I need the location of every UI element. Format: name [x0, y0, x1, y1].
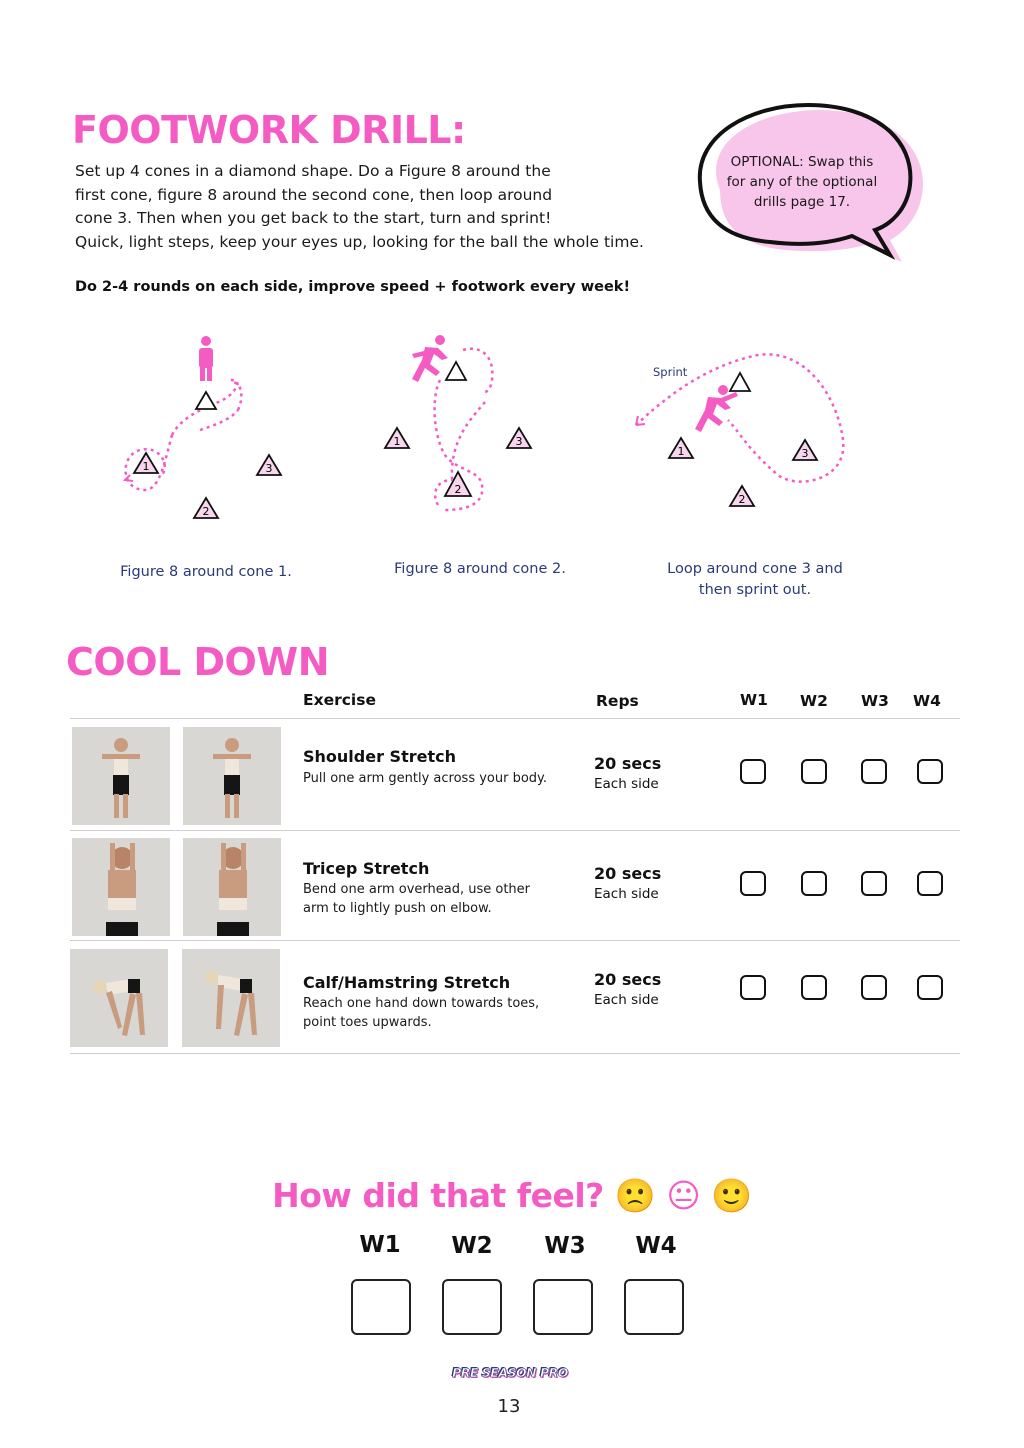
- footwork-title: FOOTWORK DRILL:: [72, 108, 466, 152]
- checkbox-w4[interactable]: [917, 759, 943, 784]
- table-divider: [70, 830, 960, 831]
- table-divider: [70, 940, 960, 941]
- header-reps: Reps: [596, 692, 639, 710]
- bubble-line: drills page 17.: [753, 194, 851, 210]
- intro-line: cone 3. Then when you get back to the start, turn and sprint!: [75, 209, 552, 227]
- checkbox-w1[interactable]: [740, 975, 766, 1000]
- exercise-photo: [183, 838, 281, 936]
- cone-label: 2: [454, 483, 462, 496]
- cone-label: 3: [265, 462, 273, 475]
- diagram-caption: [370, 559, 590, 580]
- exercise-name: Shoulder Stretch: [303, 747, 456, 766]
- checkbox-w3[interactable]: [861, 871, 887, 896]
- feel-box-w4[interactable]: [624, 1279, 684, 1335]
- cooldown-title: COOL DOWN: [66, 640, 330, 684]
- bubble-text: [712, 152, 892, 212]
- desc-line: point toes upwards.: [303, 1015, 432, 1030]
- checkbox-w1[interactable]: [740, 871, 766, 896]
- cone-icon: [446, 362, 466, 380]
- caption-line: Figure 8 around cone 2.: [394, 561, 566, 577]
- intro-line: first cone, figure 8 around the second cone, then loop around: [75, 185, 553, 204]
- header-week: W4: [913, 692, 941, 710]
- caption-line: Figure 8 around cone 1.: [120, 564, 292, 580]
- checkbox-w2[interactable]: [801, 975, 827, 1000]
- feel-week-label: W4: [635, 1233, 677, 1259]
- checkbox-w4[interactable]: [917, 871, 943, 896]
- bubble-line: OPTIONAL: Swap this: [730, 154, 874, 170]
- cone-label: 2: [738, 493, 746, 506]
- logo-text: PRE SEASON PRO: [452, 1365, 568, 1380]
- header-week: W3: [861, 692, 889, 710]
- diagram-caption: [645, 559, 865, 601]
- checkbox-w2[interactable]: [801, 759, 827, 784]
- reps-value: 20 secs: [594, 754, 662, 773]
- cone-label: 3: [515, 435, 523, 448]
- brand-logo: [450, 1362, 570, 1382]
- feel-box-w1[interactable]: [351, 1279, 411, 1335]
- checkbox-w4[interactable]: [917, 975, 943, 1000]
- feel-week-label: W3: [544, 1233, 586, 1259]
- cone-label: 1: [677, 445, 685, 458]
- intro-line: Set up 4 cones in a diamond shape. Do a Figure 8 around the: [75, 162, 551, 180]
- exercise-photo: [182, 949, 280, 1047]
- table-divider: [70, 718, 960, 719]
- exercise-photo: [72, 838, 170, 936]
- desc-line: Reach one hand down towards toes,: [303, 996, 540, 1011]
- exercise-desc: [303, 769, 547, 788]
- exercise-name: Calf/Hamstring Stretch: [303, 973, 511, 992]
- checkbox-w3[interactable]: [861, 975, 887, 1000]
- cone-label: 1: [142, 460, 150, 473]
- bubble-line: for any of the optional: [726, 174, 878, 190]
- desc-line: Bend one arm overhead, use other: [303, 882, 530, 897]
- desc-line: arm to lightly push on elbow.: [303, 901, 492, 916]
- exercise-photo: [70, 949, 168, 1047]
- diagram-loop-cone3: [628, 340, 868, 530]
- exercise-desc: [303, 994, 539, 1032]
- cone-icon: [730, 373, 750, 391]
- reps-value: 20 secs: [594, 864, 662, 883]
- reps-sub: Each side: [594, 776, 659, 792]
- caption-line: then sprint out.: [698, 582, 812, 598]
- diagram-figure8-cone1: [100, 325, 320, 535]
- reps-value: 20 secs: [594, 970, 662, 989]
- cone-label: 1: [393, 435, 401, 448]
- feel-title: How did that feel? 🙁 😐 🙂: [272, 1176, 752, 1215]
- cone-icon: [196, 392, 216, 409]
- feel-week-label: W1: [359, 1232, 401, 1258]
- diagram-caption: [96, 562, 316, 583]
- exercise-photo: [72, 727, 170, 825]
- checkbox-w3[interactable]: [861, 759, 887, 784]
- exercise-photo: [183, 727, 281, 825]
- checkbox-w1[interactable]: [740, 759, 766, 784]
- player-running-icon: [412, 335, 448, 382]
- checkbox-w2[interactable]: [801, 871, 827, 896]
- feel-week-label: W2: [451, 1233, 493, 1259]
- cone-label: 3: [801, 447, 809, 460]
- rounds-note: Do 2-4 rounds on each side, improve speed + footwork every week!: [75, 279, 631, 295]
- exercise-desc: [303, 880, 530, 918]
- reps-sub: Each side: [594, 886, 659, 902]
- table-divider: [70, 1053, 960, 1054]
- player-standing-icon: [199, 336, 213, 381]
- reps-sub: Each side: [594, 992, 659, 1008]
- diagram-figure8-cone2: [370, 330, 590, 530]
- footwork-intro: [75, 160, 715, 254]
- page-number: 13: [497, 1396, 521, 1417]
- exercise-name: Tricep Stretch: [303, 859, 430, 878]
- desc-line: Pull one arm gently across your body.: [303, 771, 548, 786]
- caption-line: Loop around cone 3 and: [667, 561, 843, 577]
- sprint-label: Sprint: [653, 365, 688, 379]
- header-exercise: Exercise: [303, 691, 376, 709]
- header-week: W2: [800, 692, 828, 710]
- cone-label: 2: [202, 505, 210, 518]
- feel-box-w3[interactable]: [533, 1279, 593, 1335]
- feel-box-w2[interactable]: [442, 1279, 502, 1335]
- intro-line: Quick, light steps, keep your eyes up, looking for the ball the whole time.: [75, 232, 644, 251]
- header-week: W1: [740, 691, 768, 709]
